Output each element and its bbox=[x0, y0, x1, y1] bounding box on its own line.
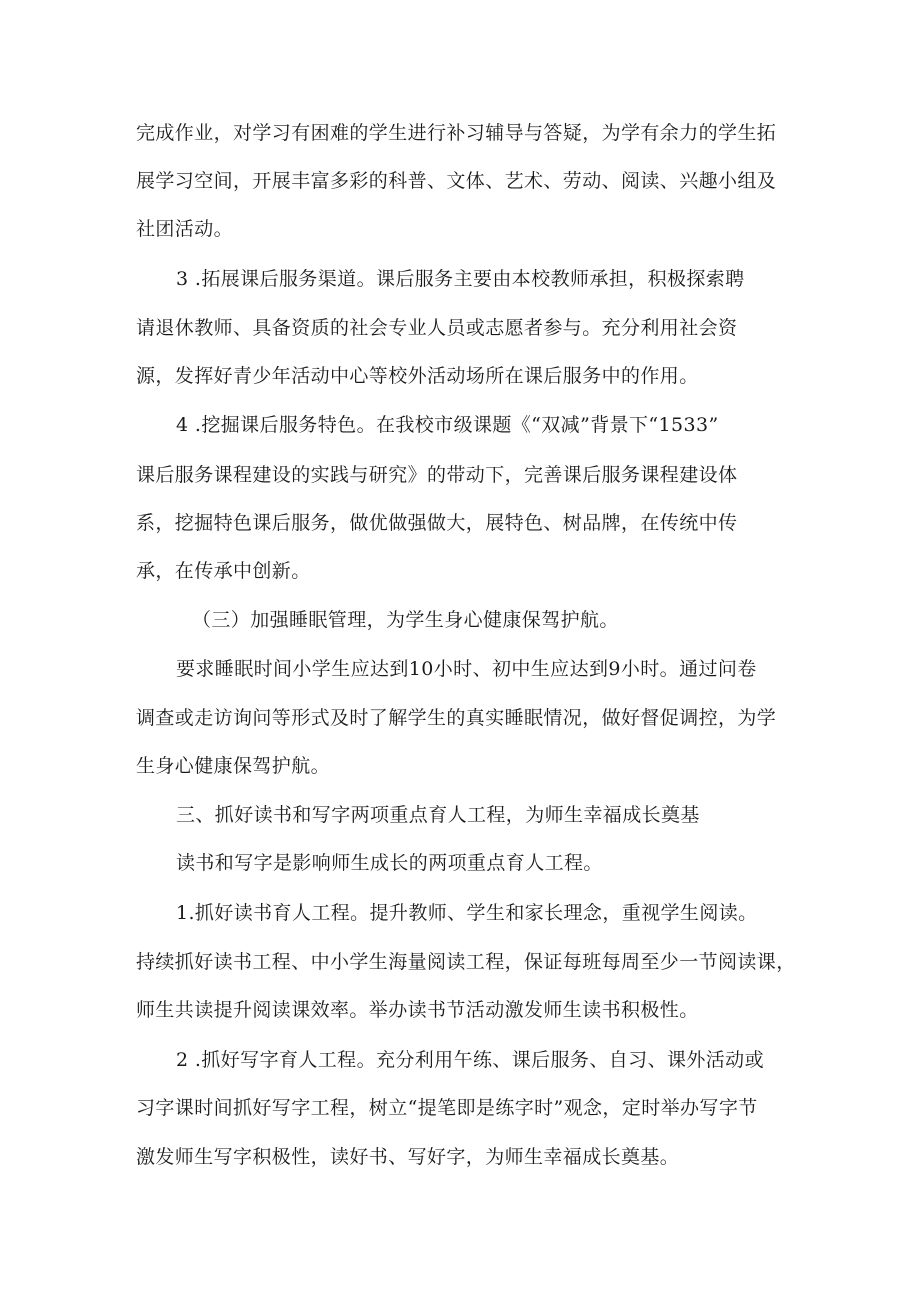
section-subheading: （三）加强睡眠管理，为学生身心健康保驾护航。 bbox=[192, 609, 619, 631]
list-item-line: 1.抓好读书育人工程。提升教师、学生和家长理念，重视学生阅读。 bbox=[176, 902, 758, 924]
list-item-line: 师生共读提升阅读课效率。举办读书节活动激发师生读书积极性。 bbox=[136, 999, 699, 1021]
list-item-line: 课后服务课程建设的实践与研究》的带动下，完善课后服务课程建设体 bbox=[136, 464, 738, 486]
list-item-line: 源，发挥好青少年活动中心等校外活动场所在课后服务中的作用。 bbox=[136, 365, 699, 387]
list-item-line: 持续抓好读书工程、中小学生海量阅读工程，保证每班每周至少一节阅读课， bbox=[136, 951, 796, 973]
list-item-line: 习字课时间抓好写字工程，树立“提笔即是练字时”观念，定时举办写字节 bbox=[136, 1097, 758, 1119]
paragraph-line: 调查或走访询问等形式及时了解学生的真实睡眠情况，做好督促调控，为学 bbox=[136, 707, 777, 729]
list-item-line: 3 .拓展课后服务渠道。课后服务主要由本校教师承担，积极探索聘 bbox=[176, 268, 745, 290]
paragraph-line: 展学习空间，开展丰富多彩的科普、文体、艺术、劳动、阅读、兴趣小组及 bbox=[136, 170, 777, 192]
list-item-line: 4 .挖掘课后服务特色。在我校市级课题《“双减”背景下“1533” bbox=[176, 414, 719, 436]
paragraph-line: 读书和写字是影响师生成长的两项重点育人工程。 bbox=[176, 852, 603, 874]
list-item-line: 系，挖掘特色课后服务，做优做强做大，展特色、树品牌，在传统中传 bbox=[136, 512, 738, 534]
paragraph-line: 社团活动。 bbox=[136, 218, 234, 240]
paragraph-line: 生身心健康保驾护航。 bbox=[136, 755, 331, 777]
list-item-line: 承，在传承中创新。 bbox=[136, 560, 311, 582]
list-item-line: 请退休教师、具备资质的社会专业人员或志愿者参与。充分利用社会资 bbox=[136, 317, 738, 339]
paragraph-line: 要求睡眠时间小学生应达到10小时、初中生应达到9小时。通过问卷 bbox=[176, 658, 757, 680]
paragraph-line: 完成作业，对学习有困难的学生进行补习辅导与答疑，为学有余力的学生拓 bbox=[136, 122, 777, 144]
list-item-line: 2 .抓好写字育人工程。充分利用午练、课后服务、自习、课外活动或 bbox=[176, 1049, 764, 1071]
list-item-line: 激发师生写字积极性，读好书、写好字，为师生幸福成长奠基。 bbox=[136, 1146, 680, 1168]
section-heading: 三、抓好读书和写字两项重点育人工程，为师生幸福成长奠基 bbox=[176, 804, 700, 826]
